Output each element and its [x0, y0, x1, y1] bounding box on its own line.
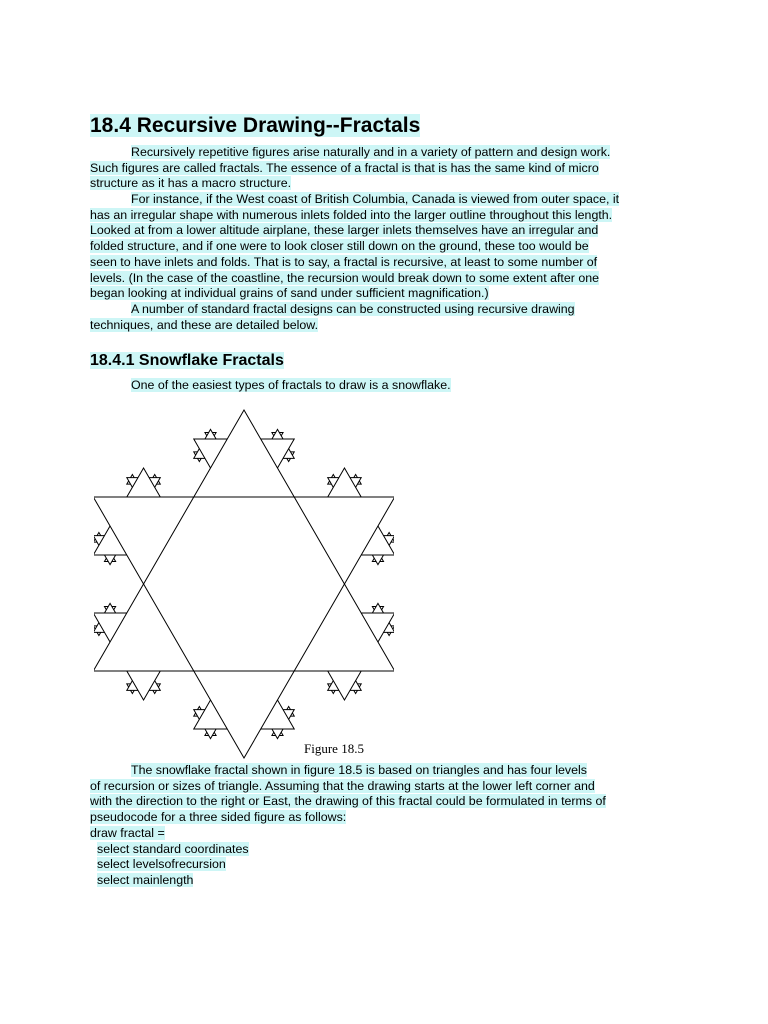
fractal-triangle-level-3 — [272, 729, 283, 739]
fractal-triangle-level-2 — [328, 671, 361, 700]
fractal-main-triangle-up — [94, 410, 394, 671]
fractal-triangle-level-2 — [261, 700, 294, 729]
text-line: of recursion or sizes of triangle. Assuming that the drawing starts at the lower left corner and — [90, 778, 595, 793]
text-line: Looked at from a lower altitude airplane, these larger inlets themselves have an irregular and — [90, 223, 599, 238]
pseudocode-line: select levelsofrecursion — [97, 857, 226, 872]
paragraph-coastline-example — [90, 192, 690, 302]
fractal-triangle-level-2 — [94, 526, 127, 555]
paragraph-fractals-intro — [90, 145, 690, 192]
fractal-triangle-level-2 — [328, 468, 361, 497]
fractal-triangle-level-2 — [361, 613, 394, 642]
fractal-triangle-level-2 — [361, 526, 394, 555]
fractal-triangle-level-2 — [127, 468, 160, 497]
text-line: began looking at individual grains of sand under sufficient magnification.) — [90, 286, 489, 301]
snowflake-fractal-figure — [94, 398, 394, 760]
fractal-triangle-level-3 — [104, 603, 115, 613]
fractal-triangle-level-3 — [194, 710, 205, 720]
text-line: A number of standard fractal designs can be constructed using recursive drawing — [131, 302, 575, 316]
fractal-triangle-level-3 — [350, 478, 361, 488]
text-line: pseudocode for a three sided figure as follows: — [90, 810, 347, 825]
text-line: folded structure, and if one were to look closer still down on the ground, these too would be — [90, 239, 589, 254]
fractal-triangle-level-3 — [350, 681, 361, 691]
pseudocode-line: select mainlength — [97, 872, 194, 887]
fractal-triangle-level-3 — [328, 478, 339, 488]
figure-caption: Figure 18.5 — [304, 741, 364, 756]
text-line: levels. (In the case of the coastline, the recursion would break down to some extent after one — [90, 270, 599, 285]
pseudocode-line: draw fractal = — [90, 825, 165, 840]
fractal-triangle-level-3 — [205, 729, 216, 739]
fractal-triangle-level-2 — [194, 439, 227, 468]
fractal-triangle-level-2 — [127, 671, 160, 700]
fractal-triangle-level-3 — [372, 603, 383, 613]
fractal-triangle-level-3 — [104, 555, 115, 565]
fractal-triangle-level-3 — [127, 478, 138, 488]
fractal-triangle-level-2 — [94, 613, 127, 642]
fractal-triangle-level-3 — [283, 449, 294, 459]
fractal-triangle-level-2 — [261, 439, 294, 468]
fractal-triangle-level-3 — [127, 681, 138, 691]
text-line: has an irregular shape with numerous inlets folded into the larger outline throughout this length. — [90, 207, 613, 222]
fractal-main-triangle-down — [94, 497, 394, 758]
fractal-triangle-level-3 — [149, 478, 160, 488]
paragraph-snowflake-description — [90, 763, 690, 889]
subsection-heading: 18.4.1 Snowflake Fractals — [90, 352, 284, 369]
fractal-triangle-level-3 — [283, 710, 294, 720]
paragraph-standard-designs — [90, 302, 690, 333]
fractal-triangle-level-3 — [194, 449, 205, 459]
text-line: The snowflake fractal shown in figure 18.5 is based on triangles and has four levels — [131, 763, 587, 777]
text-line: For instance, if the West coast of British Columbia, Canada is viewed from outer space, it — [131, 192, 620, 206]
fractal-triangle-level-3 — [149, 681, 160, 691]
text-line: Such figures are called fractals. The essence of a fractal is that is has the same kind of micro — [90, 160, 599, 175]
text-line: One of the easiest types of fractals to draw is a snowflake. — [131, 378, 451, 392]
fractal-triangle-level-3 — [328, 681, 339, 691]
text-line: structure as it has a macro structure. — [90, 176, 292, 191]
text-line: Recursively repetitive figures arise naturally and in a variety of pattern and design work. — [131, 145, 611, 159]
fractal-triangle-level-3 — [272, 429, 283, 439]
fractal-triangle-level-3 — [205, 429, 216, 439]
text-line: seen to have inlets and folds. That is to say, a fractal is recursive, at least to some number of — [90, 254, 598, 269]
section-heading: 18.4 Recursive Drawing--Fractals — [90, 114, 421, 137]
fractal-triangle-level-3 — [372, 555, 383, 565]
text-line: techniques, and these are detailed below. — [90, 317, 319, 332]
pseudocode-line: select standard coordinates — [97, 841, 249, 856]
snowflake-fractal-drawing — [94, 398, 394, 760]
text-line: with the direction to the right or East, the drawing of this fractal could be formulated in terms of — [90, 794, 606, 809]
paragraph-snowflake-intro — [90, 378, 690, 394]
fractal-triangle-level-2 — [194, 700, 227, 729]
